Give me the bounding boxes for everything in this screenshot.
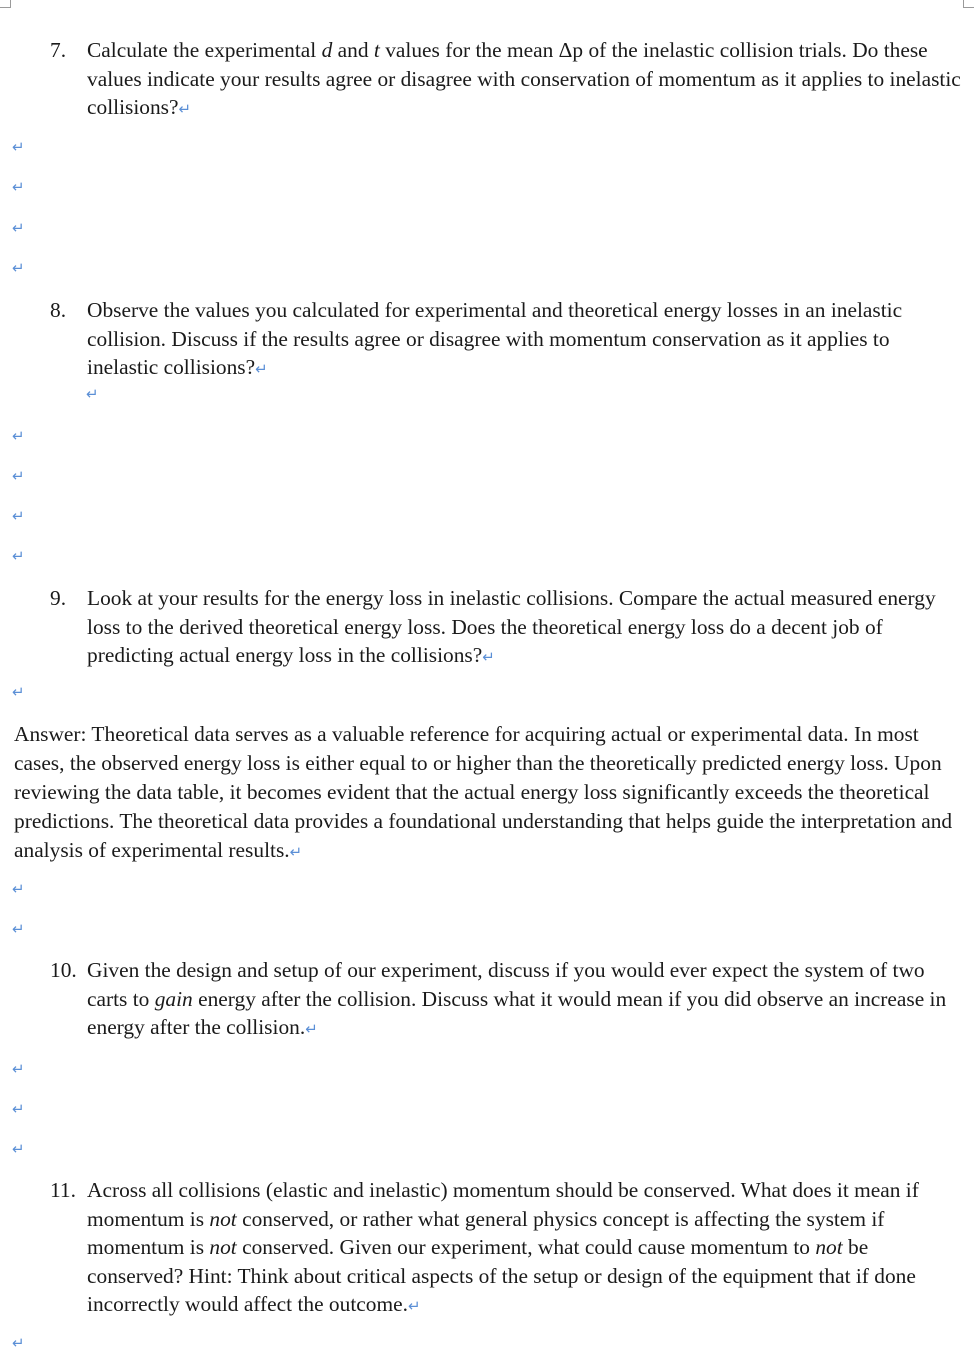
question-text-segment: and <box>332 38 374 62</box>
question-9[interactable] <box>50 584 966 672</box>
paragraph-mark-icon: ↵ <box>12 259 25 277</box>
question-7[interactable] <box>50 36 966 124</box>
question-number: 7. <box>50 38 67 62</box>
paragraph-mark-icon: ↵ <box>178 100 192 118</box>
question-text-emphasis: d <box>321 38 333 62</box>
paragraph-mark-icon: ↵ <box>12 920 25 938</box>
empty-paragraph[interactable] <box>12 467 25 487</box>
question-text <box>87 584 966 672</box>
paragraph-mark-icon: ↵ <box>86 385 99 403</box>
empty-paragraph[interactable] <box>12 178 25 198</box>
question-8[interactable] <box>50 296 966 384</box>
question-text-segment: Look at your results for the energy loss in inelastic collisions. Compare the actual measured energy loss to the derived theoretical energy loss. Does the theoretical energy loss do a decent job of predicting actual energy loss in the collisions? <box>87 586 936 667</box>
empty-paragraph[interactable] <box>12 880 25 900</box>
question-text-segment: Calculate the experimental <box>87 38 322 62</box>
question-text-emphasis: not <box>209 1206 237 1231</box>
question-text-emphasis: not <box>209 1235 237 1259</box>
paragraph-mark-icon: ↵ <box>482 648 495 666</box>
question-number: 8. <box>50 298 67 322</box>
question-number: 10. <box>50 958 77 982</box>
question-text-segment: conserved. Given our experiment, what could cause momentum to <box>236 1235 816 1259</box>
question-text-segment: conserved, or rather what general physics concept is affecting the system if momentum is <box>87 1206 885 1259</box>
paragraph-mark-icon: ↵ <box>407 1297 421 1315</box>
question-number: 11. <box>50 1178 76 1202</box>
empty-paragraph[interactable] <box>12 683 25 703</box>
question-text-segment: be conserved? Hint: Think about critical aspects of the setup or design of the equipment that if done incorrectly would affect the outcome. <box>87 1235 916 1316</box>
paragraph-mark-icon: ↵ <box>12 427 25 445</box>
empty-paragraph[interactable] <box>12 920 25 940</box>
empty-paragraph[interactable] <box>12 219 25 239</box>
empty-paragraph[interactable] <box>12 427 25 447</box>
empty-paragraph[interactable] <box>12 1140 25 1160</box>
paragraph-mark-icon: ↵ <box>12 138 25 156</box>
empty-paragraph[interactable] <box>86 385 99 405</box>
paragraph-mark-icon: ↵ <box>12 1100 25 1118</box>
question-text-segment: Across all collisions (elastic and inelastic) momentum should be conserved. What does it mean if momentum is <box>87 1178 919 1231</box>
answer-text: Answer: Theoretical data serves as a valuable reference for acquiring actual or experimental data. In most cases, the observed energy loss is either equal to or higher than the theoretically predicted energy loss. Upon reviewing the data table, it becomes evident that the actual energy loss significantly exceeds the theoretical predictions. The theoretical data provides a foundational understanding that helps guide the interpretation and analysis of experimental results. <box>14 722 953 862</box>
question-text <box>87 1176 966 1321</box>
question-number: 9. <box>50 586 67 610</box>
page-corner-mark-right <box>963 0 974 8</box>
paragraph-mark-icon: ↵ <box>12 178 25 196</box>
answer-paragraph[interactable] <box>14 720 964 867</box>
question-text <box>87 956 966 1044</box>
question-text <box>87 36 966 124</box>
question-10[interactable] <box>50 956 966 1044</box>
question-text-segment: energy after the collision. Discuss what it would mean if you did observe an increase in energy after the collision. <box>87 986 947 1039</box>
paragraph-mark-icon: ↵ <box>289 843 303 861</box>
question-text <box>87 296 966 384</box>
paragraph-mark-icon: ↵ <box>12 1140 25 1158</box>
paragraph-mark-icon: ↵ <box>12 1060 25 1078</box>
empty-paragraph[interactable] <box>12 547 25 567</box>
question-text-emphasis: gain <box>154 986 193 1011</box>
question-text-segment: Given the design and setup of our experiment, discuss if you would ever expect the system of two carts to <box>87 958 925 1011</box>
question-text-segment: Observe the values you calculated for experimental and theoretical energy losses in an inelastic collision. Discuss if the results agree or disagree with momentum conservation as it applies to inelastic collisions? <box>87 298 903 379</box>
paragraph-mark-icon: ↵ <box>12 467 25 485</box>
empty-paragraph[interactable] <box>12 138 25 158</box>
paragraph-mark-icon: ↵ <box>305 1020 318 1038</box>
question-text-emphasis: t <box>373 38 380 62</box>
empty-paragraph[interactable] <box>12 1100 25 1120</box>
empty-paragraph[interactable] <box>12 259 25 279</box>
paragraph-mark-icon: ↵ <box>12 880 25 898</box>
empty-paragraph[interactable] <box>12 1060 25 1080</box>
paragraph-mark-icon: ↵ <box>12 507 25 525</box>
question-text-segment: values for the mean Δp of the inelastic collision trials. Do these values indicate your results agree or disagree with conservation of momentum as it applies to inelastic collisions? <box>87 38 961 119</box>
empty-paragraph[interactable] <box>12 1334 25 1354</box>
question-text-emphasis: not <box>815 1235 843 1259</box>
paragraph-mark-icon: ↵ <box>255 360 268 378</box>
question-11[interactable] <box>50 1176 966 1321</box>
page-corner-mark-left <box>0 0 11 8</box>
empty-paragraph[interactable] <box>12 507 25 527</box>
paragraph-mark-icon: ↵ <box>12 219 25 237</box>
paragraph-mark-icon: ↵ <box>12 683 25 701</box>
paragraph-mark-icon: ↵ <box>12 547 25 565</box>
paragraph-mark-icon: ↵ <box>12 1334 25 1352</box>
